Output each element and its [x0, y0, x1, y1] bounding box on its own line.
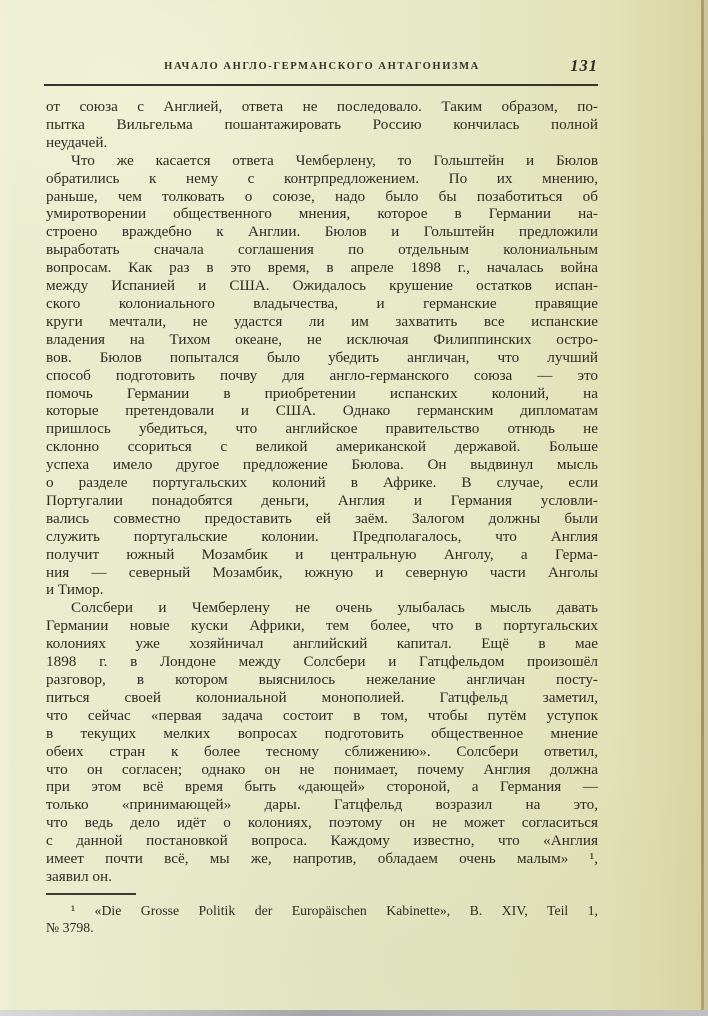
- footnote-divider: [46, 893, 136, 895]
- text-line: умиротворении общественного мнения, которое в Германии на-: [46, 205, 598, 223]
- text-line: обеих стран к более тесному сближению». Солсбери ответил,: [46, 742, 598, 760]
- text-line: круги мечтали, не удастся ли им захватить все испанские: [46, 312, 598, 330]
- text-line: которые претендовали и США. Однако германским дипломатам: [46, 402, 598, 420]
- text-line: питься своей колониальной монополией. Гатцфельд заметил,: [46, 688, 598, 706]
- text-line: что ведь дело идёт о колониях, поэтому он не может согласиться: [46, 814, 598, 832]
- scan-bottom-edge: [0, 1010, 708, 1016]
- page-body: [46, 98, 598, 886]
- text-line: ¹ «Die Grosse Politik der Europäischen Kabinette», B. XIV, Teil 1,: [71, 903, 598, 918]
- text-line: обратились к нему с контрпредложением. По их мнению,: [46, 169, 598, 187]
- text-line: служить португальские колонии. Предполагалось, что Англия: [46, 527, 598, 545]
- text-line: между Испанией и США. Ожидалось крушение остатков испан-: [46, 277, 598, 295]
- text-line: склонно ссориться с великой американской державой. Больше: [46, 438, 598, 456]
- text-line: помочь Германии в приобретении испанских колоний, на: [46, 384, 598, 402]
- text-line: при этом всё время быть «дающей» стороной, а Германия —: [46, 778, 598, 796]
- text-line: вопросам. Как раз в это время, в апреле 1898 г., началась война: [46, 259, 598, 277]
- text-line: № 3798.: [46, 919, 94, 935]
- text-line: выработать сначала соглашения по отдельным колониальным: [46, 241, 598, 259]
- page-number: 131: [570, 56, 598, 75]
- text-line: пришлось убедиться, что английское правительство отнюдь не: [46, 420, 598, 438]
- text-line: Португалии понадобятся деньги, Англия и Германия условли-: [46, 491, 598, 509]
- text-line: вались совместно предоставить ей заём. Залогом должны были: [46, 509, 598, 527]
- text-line: 1898 г. в Лондоне между Солсбери и Гатцфельдом произошёл: [46, 653, 598, 671]
- page-right-edge: [704, 0, 708, 1016]
- running-header-title: НАЧАЛО АНГЛО-ГЕРМАНСКОГО АНТАГОНИЗМА: [164, 61, 480, 72]
- text-line: Что же касается ответа Чемберлену, то Гольштейн и Бюлов: [71, 151, 598, 169]
- text-line: о разделе португальских колоний в Африке. В случае, если: [46, 474, 598, 492]
- text-line: способ подготовить почву для англо-германского союза — это: [46, 366, 598, 384]
- text-line: Солсбери и Чемберлену не очень улыбалась мысль давать: [71, 599, 598, 617]
- text-line: имеет почти всё, мы же, напротив, обладаем очень малым» ¹,: [46, 850, 598, 868]
- text-line: владения на Тихом океане, не исключая Филиппинских остро-: [46, 330, 598, 348]
- text-line: пытка Вильгельма пошантажировать Россию кончилась полной: [46, 115, 598, 133]
- text-line: ского колониального владычества, и германские правящие: [46, 294, 598, 312]
- text-line: только «принимающей» дары. Гатцфельд возразил на это,: [46, 796, 598, 814]
- text-line: колониях уже хозяйничал английский капитал. Ещё в мае: [46, 635, 598, 653]
- text-line: в текущих мелких вопросах подготовить общественное мнение: [46, 724, 598, 742]
- text-line: ния — северный Мозамбик, южную и северную части Анголы: [46, 563, 598, 581]
- text-line: с данной постановкой вопроса. Каждому известно, что «Англия: [46, 832, 598, 850]
- text-line: Германии новые куски Африки, тем более, что в португальских: [46, 617, 598, 635]
- header-rule: [44, 84, 598, 86]
- text-line: получит южный Мозамбик и центральную Анголу, а Герма-: [46, 545, 598, 563]
- text-line: разговор, в котором выяснилось нежелание англичан посту-: [46, 671, 598, 688]
- text-line: и Тимор.: [46, 581, 104, 599]
- text-line: заявил он.: [46, 867, 112, 885]
- text-line: успеха имело другое предложение Бюлова. Он выдвинул мысль: [46, 456, 598, 474]
- text-line: что сейчас «первая задача состоит в том, чтобы путём уступок: [46, 706, 598, 724]
- footnote: [46, 903, 598, 936]
- text-line: вов. Бюлов попытался было убедить англичан, что лучший: [46, 348, 598, 366]
- page-left-edge: [0, 0, 9, 1016]
- text-line: неудачей.: [46, 133, 108, 151]
- text-line: строено враждебно к Англии. Бюлов и Гольштейн предложили: [46, 223, 598, 241]
- text-line: раньше, чем толковать о союзе, надо было бы позаботиться об: [46, 187, 598, 205]
- text-line: от союза с Англией, ответа не последовало. Таким образом, по-: [46, 98, 598, 115]
- text-line: что он согласен; однако он не понимает, почему Англия должна: [46, 760, 598, 778]
